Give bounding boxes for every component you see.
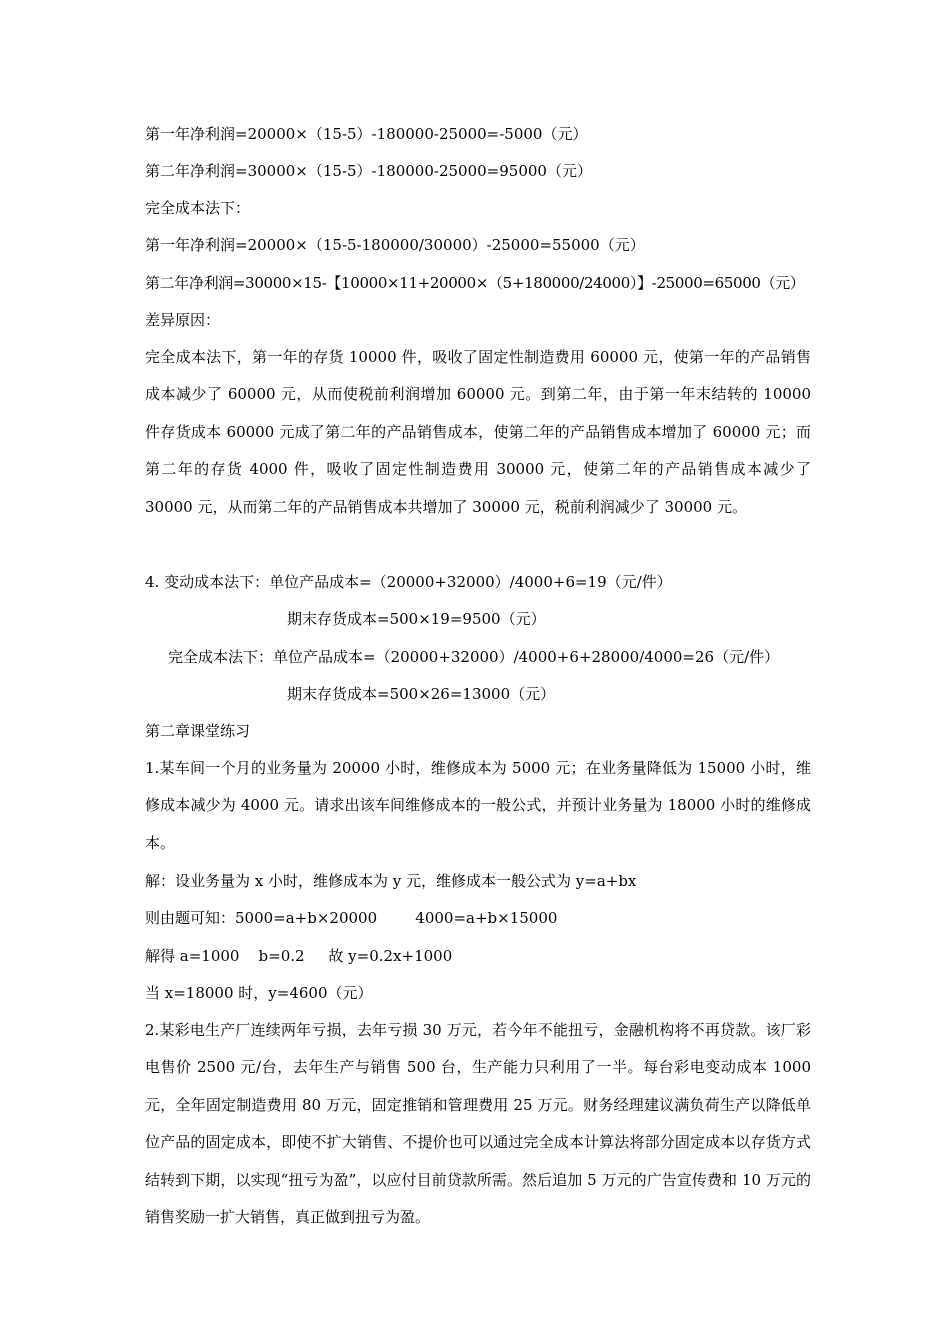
text-line: 解得 a=1000 b=0.2 故 y=0.2x+1000: [145, 947, 453, 965]
text-line: 第二年净利润=30000×（15-5）-180000-25000=95000（元）: [145, 162, 592, 180]
text-line: 第一年净利润=20000×（15-5-180000/30000）-25000=55000（元）: [145, 236, 645, 254]
text-line: 完全成本法下：: [145, 199, 251, 217]
explanation-paragraph: 完全成本法下，第一年的存货 10000 件，吸收了固定性制造费用 60000 元，使第一年的产品销售成本减少了 60000 元，从而使税前利润增加 60000 元。到第二年，由于第一年末结转的 10000 件存货成本 60000 元成了第二年的产品销售成本，使第二年的产品销售成本增加了 60000 元；而第二年的存货 4000 件，吸收了固定性制造费用 30000 元，使第二年的产品销售成本减少了 30000 元，从而第二年的产品销售成本共增加了 30000 元，税前利润减少了 30000 元。: [145, 348, 811, 516]
section-label: 差异原因：: [145, 311, 221, 329]
question-paragraph: 1.某车间一个月的业务量为 20000 小时，维修成本为 5000 元；在业务量降低为 15000 小时，维修成本减少为 4000 元。请求出该车间维修成本的一般公式，并预计业务量为 18000 小时的维修成本。: [145, 759, 811, 852]
chapter-heading: 第二章课堂练习: [145, 722, 251, 740]
text-line: 当 x=18000 时，y=4600（元）: [145, 984, 373, 1002]
text-line: 期末存货成本=500×19=9500（元）: [287, 610, 546, 628]
text-line: 期末存货成本=500×26=13000（元）: [287, 685, 556, 703]
text-line: 第一年净利润=20000×（15-5）-180000-25000=-5000（元）: [145, 125, 588, 143]
text-line: 第二年净利润=30000×15-【10000×11+20000×（5+180000/24000）】-25000=65000（元）: [145, 274, 805, 292]
text-line: 4. 变动成本法下：单位产品成本=（20000+32000）/4000+6=19（元/件）: [145, 573, 672, 591]
question-paragraph: 2.某彩电生产厂连续两年亏损，去年亏损 30 万元，若今年不能扭亏，金融机构将不再贷款。该厂彩电售价 2500 元/台，去年生产与销售 500 台，生产能力只利用了一半。每台彩电变动成本 1000 元，全年固定制造费用 80 万元，固定推销和管理费用 25 万元。财务经理建议满负荷生产以降低单位产品的固定成本，即使不扩大销售、不提价也可以通过完全成本计算法将部分固定成本以存货方式结转到下期，以实现“扭亏为盈”，以应付目前贷款所需。然后追加 5 万元的广告宣传费和 10 万元的销售奖励一扩大销售，真正做到扭亏为盈。: [145, 1021, 811, 1227]
text-line: 则由题可知：5000=a+b×20000 4000=a+b×15000: [145, 909, 558, 927]
text-line: 解：设业务量为 x 小时，维修成本为 y 元，维修成本一般公式为 y=a+bx: [145, 872, 637, 890]
text-line: 完全成本法下：单位产品成本=（20000+32000）/4000+6+28000/4000=26（元/件）: [168, 648, 780, 666]
